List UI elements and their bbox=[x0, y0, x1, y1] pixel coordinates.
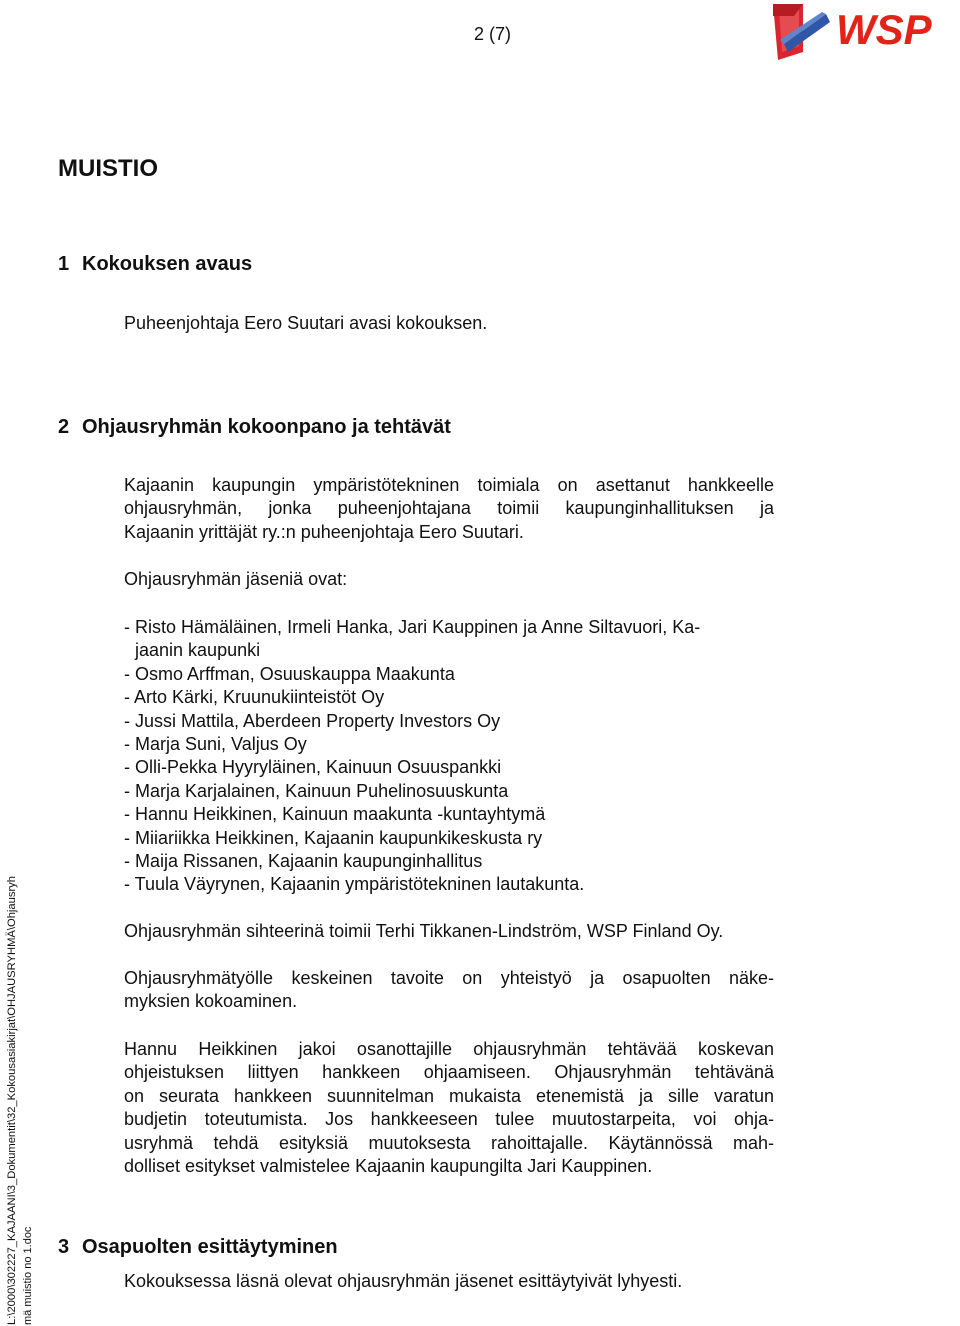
paragraph-line: Ohjausryhmätyölle keskeinen tavoite on yhteistyö ja osapuolten näke- bbox=[124, 968, 774, 988]
file-path-line-1: L:\2000\302227_KAJAANI\3_Dokumentit\32_Kokousasiakirjat\OHJAUSRYHMÄ\Ohjausryh bbox=[6, 883, 18, 1325]
paragraph-line: dolliset esitykset valmistelee Kajaanin kaupungilta Jari Kauppinen. bbox=[124, 1156, 653, 1177]
document-title: MUISTIO bbox=[58, 155, 158, 182]
paragraph-line: Kajaanin yrittäjät ry.:n puheenjohtaja Eero Suutari. bbox=[124, 521, 524, 542]
list-item: jaanin kaupunki bbox=[135, 640, 261, 661]
paragraph-line: Ohjausryhmän sihteerinä toimii Terhi Tikkanen-Lindström, WSP Finland Oy. bbox=[124, 921, 724, 941]
members-label: Ohjausryhmän jäseniä ovat: bbox=[124, 569, 348, 589]
list-item: - Marja Karjalainen, Kainuun Puhelinosuuskunta bbox=[124, 780, 509, 801]
section-title: Osapuolten esittäytyminen bbox=[82, 1236, 338, 1258]
list-item: - Olli-Pekka Hyyryläinen, Kainuun Osuuspankki bbox=[124, 757, 502, 778]
list-item: - Hannu Heikkinen, Kainuun maakunta -kuntayhtymä bbox=[124, 804, 546, 825]
list-item: - Risto Hämäläinen, Irmeli Hanka, Jari Kauppinen ja Anne Siltavuori, Ka- bbox=[124, 617, 701, 637]
list-item: - Arto Kärki, Kruunukiinteistöt Oy bbox=[124, 687, 385, 708]
file-path-line-2: mä muistio no 1.doc bbox=[22, 1226, 34, 1325]
wsp-logo-mark-icon bbox=[773, 4, 830, 60]
section-title: Ohjausryhmän kokoonpano ja tehtävät bbox=[82, 416, 451, 438]
paragraph-line: myksien kokoaminen. bbox=[124, 991, 298, 1012]
wsp-logo bbox=[770, 0, 960, 60]
goal-text bbox=[124, 967, 774, 1014]
wsp-logo-text: WSP bbox=[836, 6, 932, 53]
paragraph-line: Kajaanin kaupungin ympäristötekninen toimiala on asettanut hankkeelle bbox=[124, 475, 774, 495]
paragraph-line: on seurata hankkeen suunnitelman mukaista etenemistä ja sille varatun bbox=[124, 1085, 774, 1106]
list-item: - Tuula Väyrynen, Kajaanin ympäristötekninen lautakunta. bbox=[124, 874, 585, 895]
file-path bbox=[0, 874, 40, 1326]
section-3-heading bbox=[58, 1234, 338, 1260]
paragraph-line: Hannu Heikkinen jakoi osanottajille ohjausryhmän tehtävää koskevan bbox=[124, 1039, 774, 1059]
section-number: 1 bbox=[58, 253, 70, 275]
task-text bbox=[124, 1038, 774, 1178]
list-item: - Jussi Mattila, Aberdeen Property Investors Oy bbox=[124, 710, 501, 731]
section-number: 2 bbox=[58, 416, 70, 438]
section-2-intro bbox=[124, 474, 774, 544]
section-title: Kokouksen avaus bbox=[82, 253, 253, 275]
paragraph-line: ohjausryhmän, jonka puheenjohtajana toimii kaupunginhallituksen ja bbox=[124, 498, 774, 519]
section-2-heading bbox=[58, 414, 451, 440]
list-item: - Marja Suni, Valjus Oy bbox=[124, 734, 307, 755]
section-3-text bbox=[124, 1270, 824, 1293]
section-1-text: Puheenjohtaja Eero Suutari avasi kokouksen. bbox=[124, 313, 488, 333]
secretary-text bbox=[124, 920, 824, 943]
member-list bbox=[124, 616, 784, 897]
page-number: 2 (7) bbox=[474, 24, 512, 44]
section-number: 3 bbox=[58, 1236, 70, 1258]
paragraph-line: budjetin toteutumista. Jos hankkeeseen tulee muutostarpeita, voi ohja- bbox=[124, 1109, 774, 1130]
section-1-heading bbox=[58, 251, 252, 277]
paragraph-line: Kokouksessa läsnä olevat ohjausryhmän jäsenet esittäytyivät lyhyesti. bbox=[124, 1271, 683, 1291]
list-item: - Osmo Arffman, Osuuskauppa Maakunta bbox=[124, 663, 455, 684]
paragraph-line: usryhmä tehdä esityksiä muutoksesta rahoittajalle. Käytännössä mah- bbox=[124, 1132, 774, 1153]
list-item: - Miiariikka Heikkinen, Kajaanin kaupunkikeskusta ry bbox=[124, 827, 543, 848]
list-item: - Maija Rissanen, Kajaanin kaupunginhallitus bbox=[124, 851, 483, 872]
paragraph-line: ohjeistuksen liittyen hankkeen ohjaamiseen. Ohjausryhmän tehtävänä bbox=[124, 1062, 774, 1083]
